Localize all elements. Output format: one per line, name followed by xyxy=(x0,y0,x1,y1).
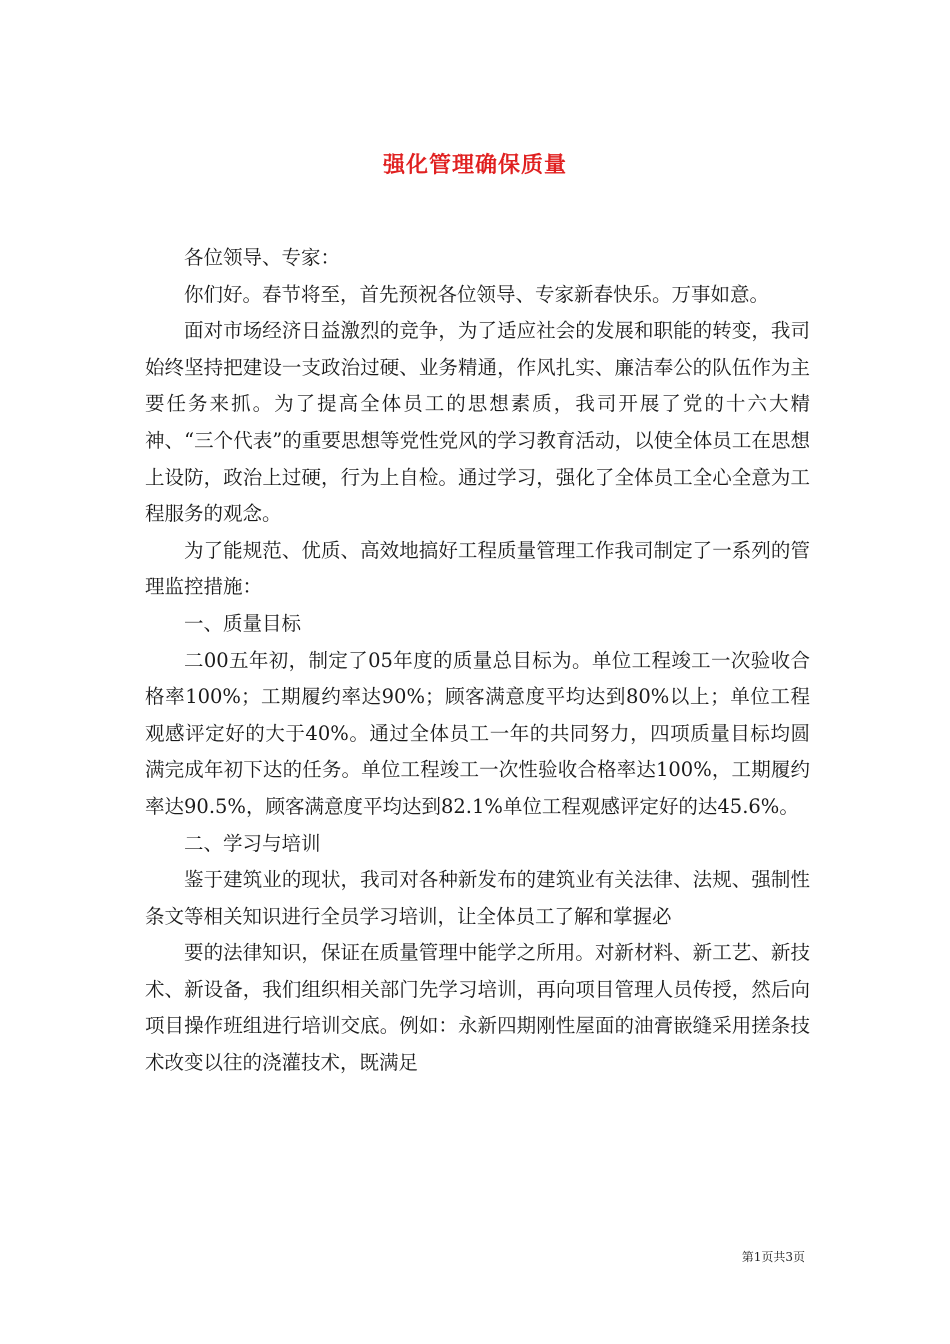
page-number-footer: 第1页共3页 xyxy=(741,1250,805,1264)
body-paragraph: 面对市场经济日益激烈的竞争，为了适应社会的发展和职能的转变，我司始终坚持把建设一支政治过硬、业务精通，作风扎实、廉洁奉公的队伍作为主要任务来抓。为了提高全体员工的思想素质，我司开展了党的十六大精神、“三个代表”的重要思想等党性党风的学习教育活动，以使全体员工在思想上设防，政治上过硬，行为上自检。通过学习，强化了全体员工全心全意为工程服务的观念。 xyxy=(145,319,810,526)
body-paragraph: 为了能规范、优质、高效地搞好工程质量管理工作我司制定了一系列的管理监控措施： xyxy=(145,538,810,599)
body-paragraph: 要的法律知识，保证在质量管理中能学之所用。对新材料、新工艺、新技术、新设备，我们组织相关部门先学习培训，再向项目管理人员传授，然后向项目操作班组进行培训交底。例如：永新四期刚性屋面的油膏嵌缝采用搓条技术改变以往的浇灌技术，既满足 xyxy=(145,941,810,1075)
section-heading: 一、质量目标 xyxy=(184,611,302,635)
section-heading: 二、学习与培训 xyxy=(184,831,321,855)
body-paragraph: 鉴于建筑业的现状，我司对各种新发布的建筑业有关法律、法规、强制性条文等相关知识进行全员学习培训，让全体员工了解和掌握必 xyxy=(145,868,810,928)
document-body xyxy=(145,240,810,1082)
salutation-paragraph: 各位领导、专家： xyxy=(184,246,341,269)
document-title: 强化管理确保质量 xyxy=(382,152,567,178)
body-paragraph: 二00五年初，制定了05年度的质量总目标为。单位工程竣工一次验收合格率100%；工期履约率达90%；顾客满意度平均达到80%以上；单位工程观感评定好的大于40%。通过全体员工一年的共同努力，四项质量目标均圆满完成年初下达的任务。单位工程竣工一次性验收合格率达100%，工期履约率达90.5%，顾客满意度平均达到82.1%单位工程观感评定好的达45.6%。 xyxy=(145,648,810,818)
greeting-paragraph: 你们好。春节将至，首先预祝各位领导、专家新春快乐。万事如意。 xyxy=(184,282,770,306)
